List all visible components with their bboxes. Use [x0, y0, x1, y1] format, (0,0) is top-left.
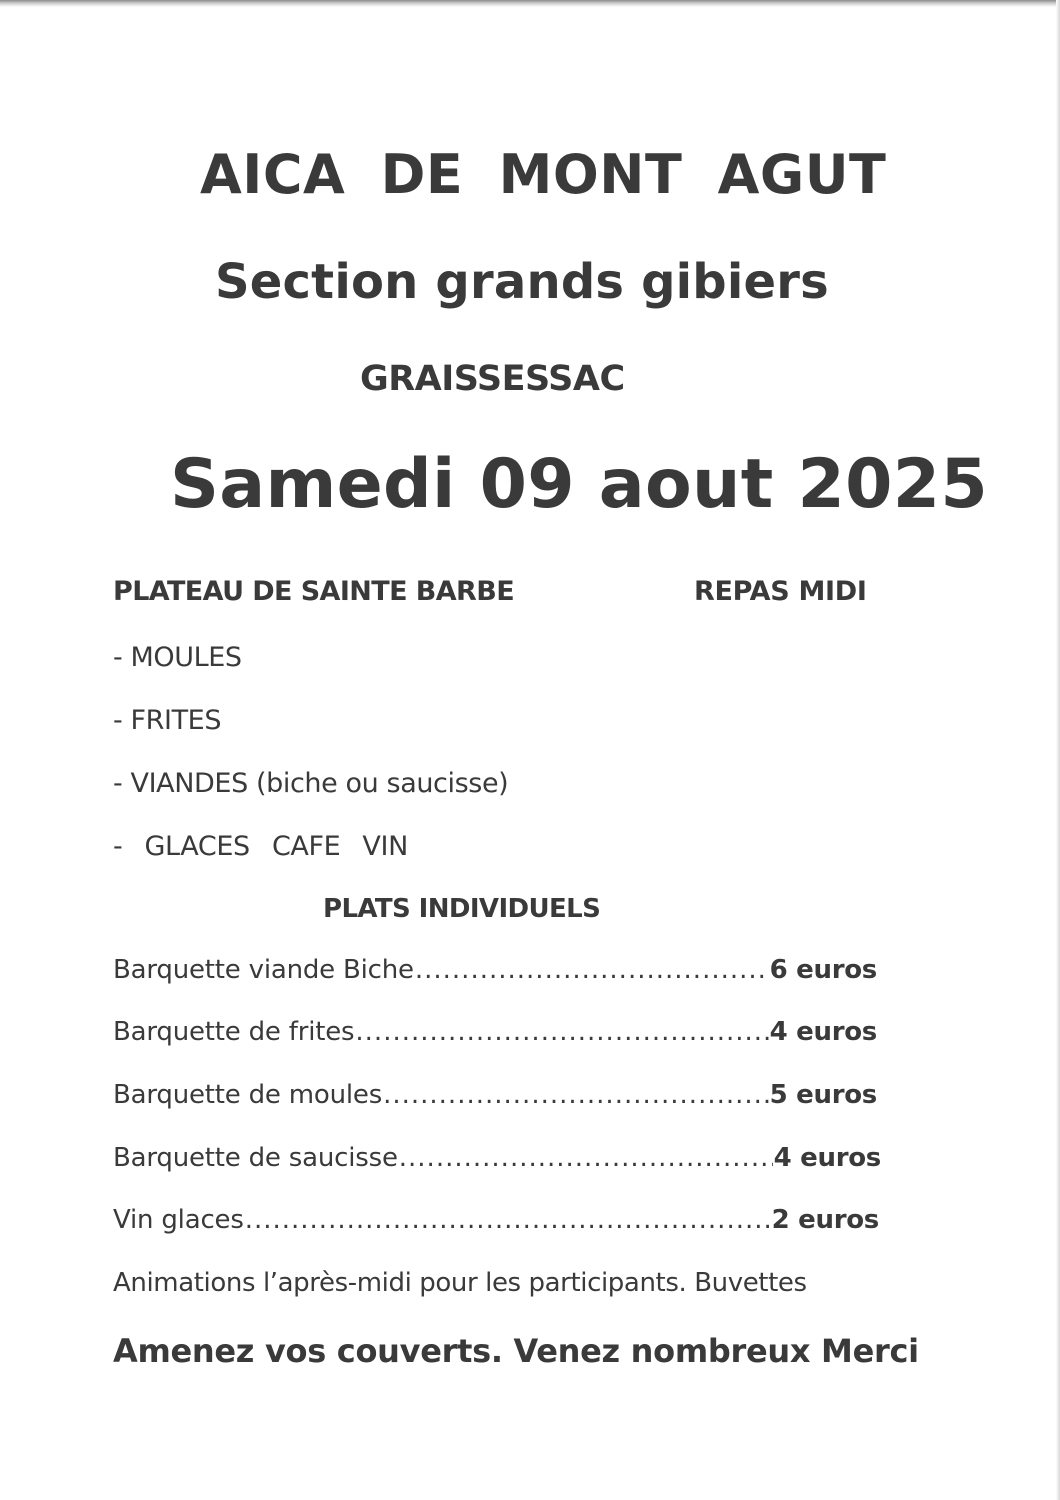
price-value: 5 euros	[769, 1080, 877, 1110]
price-item-label: Vin glaces	[113, 1205, 244, 1235]
price-item-label: Barquette de saucisse	[113, 1143, 398, 1173]
price-row	[113, 1143, 881, 1173]
price-item-label: Barquette de frites	[113, 1017, 355, 1047]
price-value: 4 euros	[769, 1017, 877, 1047]
dot-leader	[399, 1143, 773, 1173]
plats-heading: PLATS INDIVIDUELS	[323, 894, 601, 924]
price-row	[113, 1205, 879, 1235]
dot-leader	[245, 1205, 771, 1235]
event-date: Samedi 09 aout 2025	[170, 445, 988, 524]
section-title: Section grands gibiers	[215, 254, 829, 310]
price-value: 6 euros	[769, 955, 877, 985]
price-row	[113, 1080, 877, 1110]
paper-right-edge	[1056, 0, 1060, 1500]
paper-top-edge	[0, 0, 1060, 7]
town-name: GRAISSESSAC	[360, 359, 625, 399]
price-item-label: Barquette de moules	[113, 1080, 383, 1110]
price-value: 2 euros	[771, 1205, 879, 1235]
price-value: 4 euros	[773, 1143, 881, 1173]
dot-leader	[355, 1017, 768, 1047]
closing-message: Amenez vos couverts. Venez nombreux Merci	[113, 1332, 919, 1370]
menu-item: - GLACES CAFE VIN	[113, 831, 408, 862]
animations-note: Animations l’après-midi pour les participants. Buvettes	[113, 1268, 807, 1298]
menu-item: - FRITES	[113, 705, 222, 736]
menu-item: - VIANDES (biche ou saucisse)	[113, 768, 509, 799]
dot-leader	[415, 955, 769, 985]
menu-item: - MOULES	[113, 642, 242, 673]
event-place: PLATEAU DE SAINTE BARBE	[113, 576, 515, 607]
price-row	[113, 955, 877, 985]
price-row	[113, 1017, 877, 1047]
dot-leader	[383, 1080, 769, 1110]
organization-title: AICA DE MONT AGUT	[200, 143, 887, 206]
price-item-label: Barquette viande Biche	[113, 955, 414, 985]
meal-type: REPAS MIDI	[694, 576, 867, 607]
